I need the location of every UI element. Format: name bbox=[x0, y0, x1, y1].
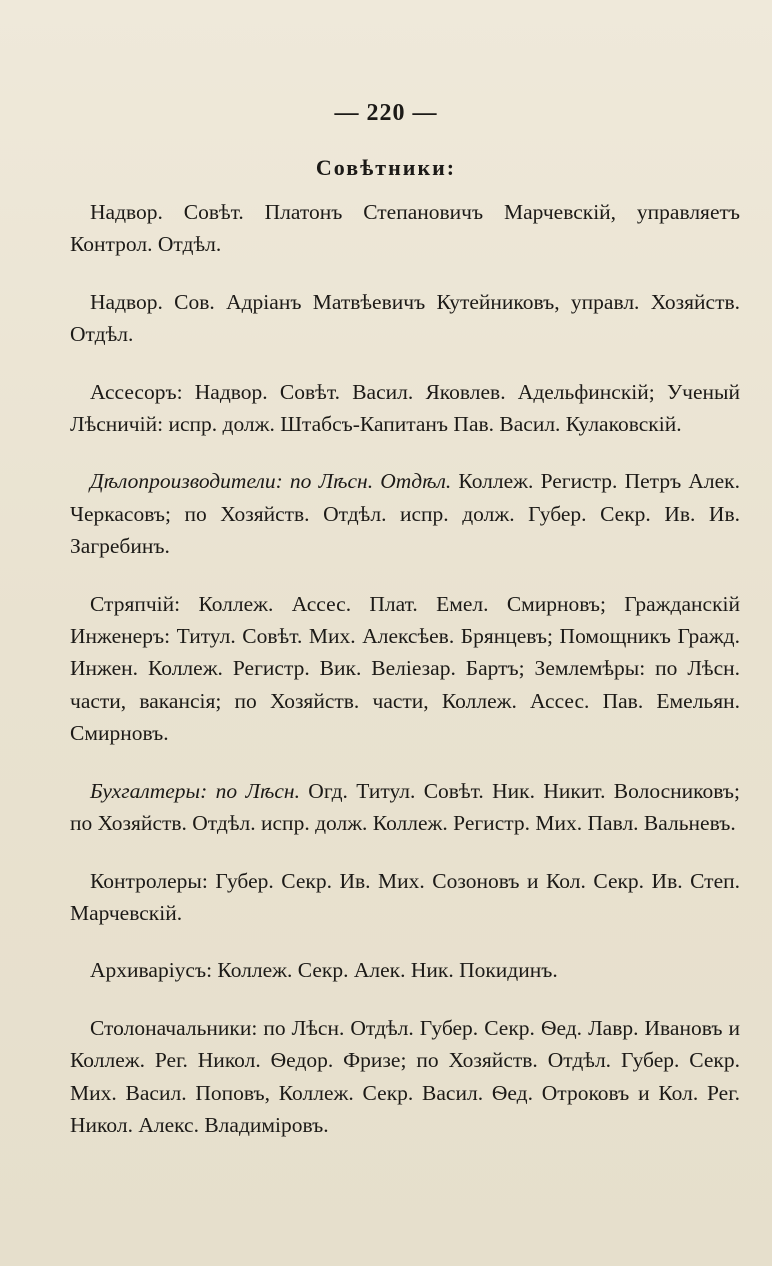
page-body bbox=[70, 196, 740, 1166]
paragraph bbox=[70, 865, 740, 930]
paragraph bbox=[70, 1012, 740, 1142]
paragraph-text: Столоначальники: по Лѣсн. Отдѣл. Губер. Секр. Ѳед. Лавр. Ивановъ и Коллеж. Рег. Никол. Ѳедор. Фризе; по Хозяйств. Отдѣл. Губер. Секр. Мих. Васил. Поповъ, Коллеж. Секр. Васил. Ѳед. Отроковъ и Кол. Рег. Никол. Алекс. Владиміровъ. bbox=[70, 1015, 740, 1137]
paragraph bbox=[70, 954, 740, 986]
paragraph-lead: Дѣлопроизводители: по Лѣсн. Отдѣл. bbox=[90, 469, 452, 494]
paragraph bbox=[70, 775, 740, 840]
paragraph-text: Архиваріусъ: Коллеж. Секр. Алек. Ник. Покидинъ. bbox=[90, 958, 558, 983]
paragraph-text: Ассесоръ: Надвор. Совѣт. Васил. Яковлев. Адельфинскій; Ученый Лѣсничій: испр. долж. Штабсъ-Капитанъ Пав. Васил. Кулаковскій. bbox=[70, 379, 740, 437]
paragraph-text: Контролеры: Губер. Секр. Ив. Мих. Созоновъ и Кол. Секр. Ив. Степ. Марчевскій. bbox=[70, 868, 740, 925]
page-number: — 220 — bbox=[334, 100, 438, 126]
paragraph-text: Стряпчій: Коллеж. Ассес. Плат. Емел. Смирновъ; Гражданскій Инженеръ: Титул. Совѣт. Мих. Алексѣев. Брянцевъ; Помощникъ Гражд. Инжен. Коллеж. Регистр. Вик. Веліезар. Бартъ; Землемѣры: по Лѣсн. части, вакансія; по Хозяйств. части, Коллеж. Ассес. Пав. Емельян. Смирновъ. bbox=[70, 591, 740, 746]
paragraph-text: Коллеж. Регистр. Петръ Алек. Черкасовъ; по Хозяйств. Отдѣл. испр. долж. Губер. Секр. Ив. Ив. Загребинъ. bbox=[70, 469, 740, 559]
paragraph bbox=[70, 286, 740, 351]
paragraph bbox=[70, 196, 740, 261]
paragraph-text: Надвор. Совѣт. Платонъ Степановичъ Марчевскій, управляетъ Контрол. Отдѣл. bbox=[70, 200, 740, 257]
paragraph-text: Надвор. Сов. Адріанъ Матвѣевичъ Кутейниковъ, управл. Хозяйств. Отдѣл. bbox=[70, 289, 740, 347]
paragraph bbox=[70, 588, 740, 750]
paragraph-text: Огд. Титул. Совѣт. Ник. Никит. Волосниковъ; по Хозяйств. Отдѣл. испр. долж. Коллеж. Регистр. Мих. Павл. Вальневъ. bbox=[70, 778, 740, 836]
paragraph-lead: Бухгалтеры: по Лѣсн. bbox=[90, 778, 300, 803]
paragraph bbox=[70, 376, 740, 441]
section-heading: Совѣтники: bbox=[315, 155, 457, 180]
paragraph bbox=[70, 465, 740, 562]
